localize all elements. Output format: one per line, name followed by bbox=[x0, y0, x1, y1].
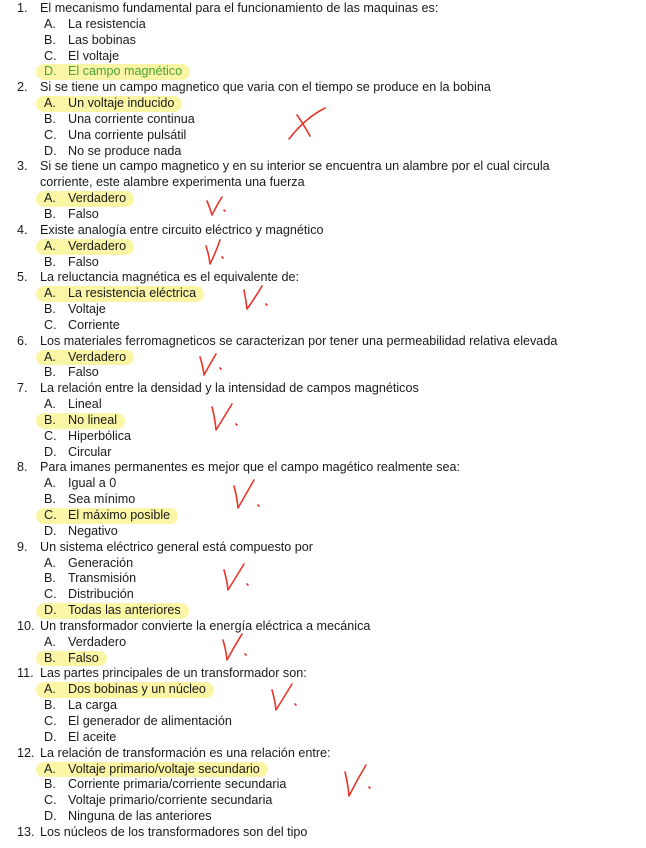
option-letter: A. bbox=[44, 286, 56, 301]
question-text: Las partes principales de un transformador son: bbox=[40, 666, 307, 681]
highlighted-answer bbox=[36, 191, 134, 207]
answer-option bbox=[0, 571, 646, 587]
answer bbox=[36, 365, 107, 381]
option-letter: B. bbox=[44, 698, 56, 713]
answer-option bbox=[0, 239, 646, 255]
option-letter: A. bbox=[44, 555, 56, 570]
option-text: Transmisión bbox=[68, 571, 137, 586]
option-text: El generador de alimentación bbox=[68, 713, 232, 728]
answer-option bbox=[0, 777, 646, 793]
option-text: No lineal bbox=[68, 412, 118, 427]
option-letter: C. bbox=[44, 428, 57, 443]
option-letter: B. bbox=[44, 412, 56, 427]
question bbox=[0, 381, 646, 397]
answer-option bbox=[0, 112, 646, 128]
option-letter: C. bbox=[44, 127, 57, 142]
option-text: Verdadero bbox=[68, 349, 127, 364]
option-text: Voltaje bbox=[68, 302, 106, 317]
option-text: Dos bobinas y un núcleo bbox=[68, 682, 206, 697]
option-text: Hiperbólica bbox=[68, 428, 131, 443]
answer-option bbox=[0, 318, 646, 334]
option-text: Todas las anteriores bbox=[68, 603, 181, 618]
answer-option bbox=[0, 651, 646, 667]
answer-option bbox=[0, 762, 646, 778]
option-text: Falso bbox=[68, 365, 99, 380]
answer-option bbox=[0, 96, 646, 112]
answer bbox=[36, 556, 141, 572]
question-text: corriente, este alambre experimenta una fuerza bbox=[40, 175, 305, 190]
highlighted-answer bbox=[36, 64, 190, 80]
answer-option bbox=[0, 286, 646, 302]
highlighted-answer bbox=[36, 413, 125, 429]
highlighted-answer bbox=[36, 682, 214, 698]
option-letter: C. bbox=[44, 793, 57, 808]
question-number: 10. bbox=[17, 618, 35, 633]
answer bbox=[36, 635, 134, 651]
question-text: Si se tiene un campo magnetico que varia con el tiempo se produce en la bobina bbox=[40, 80, 491, 95]
option-letter: D. bbox=[44, 603, 57, 618]
option-letter: B. bbox=[44, 302, 56, 317]
option-text: Igual a 0 bbox=[68, 476, 117, 491]
answer bbox=[36, 793, 280, 809]
answer-option bbox=[0, 64, 646, 80]
answer-option bbox=[0, 33, 646, 49]
option-text: Un voltaje inducido bbox=[68, 96, 175, 111]
option-letter: C. bbox=[44, 587, 57, 602]
option-letter: B. bbox=[44, 111, 56, 126]
answer-option bbox=[0, 508, 646, 524]
option-letter: B. bbox=[44, 777, 56, 792]
option-letter: B. bbox=[44, 650, 56, 665]
question-text: La relación de transformación es una relación entre: bbox=[40, 745, 331, 760]
question bbox=[0, 270, 646, 286]
option-text: El aceite bbox=[68, 729, 117, 744]
answer-option bbox=[0, 524, 646, 540]
answer bbox=[36, 128, 194, 144]
option-letter: D. bbox=[44, 64, 57, 79]
option-letter: B. bbox=[44, 254, 56, 269]
option-text: El campo magnético bbox=[68, 64, 183, 79]
question bbox=[0, 540, 646, 556]
option-letter: C. bbox=[44, 713, 57, 728]
option-text: La carga bbox=[68, 698, 118, 713]
question-number: 4. bbox=[17, 222, 28, 237]
highlighted-answer bbox=[36, 286, 204, 302]
answer-option bbox=[0, 603, 646, 619]
option-text: Falso bbox=[68, 254, 99, 269]
question bbox=[0, 746, 646, 762]
answer bbox=[36, 571, 144, 587]
option-text: Corriente primaria/corriente secundaria bbox=[68, 777, 287, 792]
option-text: Negativo bbox=[68, 523, 118, 538]
question-number: 3. bbox=[17, 159, 28, 174]
option-letter: A. bbox=[44, 682, 56, 697]
answer bbox=[36, 587, 142, 603]
option-text: Lineal bbox=[68, 397, 102, 412]
option-letter: B. bbox=[44, 365, 56, 380]
answer-option bbox=[0, 793, 646, 809]
option-text: Voltaje primario/corriente secundaria bbox=[68, 793, 273, 808]
option-text: Una corriente continua bbox=[68, 111, 195, 126]
answer-option bbox=[0, 476, 646, 492]
answer-option bbox=[0, 714, 646, 730]
highlighted-answer bbox=[36, 762, 268, 778]
question-text: Para imanes permanentes es mejor que el campo magético realmente sea: bbox=[40, 460, 461, 475]
option-text: Falso bbox=[68, 650, 99, 665]
question-text: Los materiales ferromagneticos se caracterizan por tener una permeabilidad relativa elevada bbox=[40, 333, 558, 348]
answer bbox=[36, 318, 128, 334]
option-text: Distribución bbox=[68, 587, 134, 602]
answer-option bbox=[0, 698, 646, 714]
answer-option bbox=[0, 350, 646, 366]
option-letter: B. bbox=[44, 32, 56, 47]
option-text: Voltaje primario/voltaje secundario bbox=[68, 761, 260, 776]
answer-option bbox=[0, 191, 646, 207]
answer-option bbox=[0, 809, 646, 825]
option-text: Las bobinas bbox=[68, 32, 136, 47]
answer bbox=[36, 809, 220, 825]
option-text: Sea mínimo bbox=[68, 492, 136, 507]
question-text: Un transformador convierte la energía eléctrica a mecánica bbox=[40, 618, 371, 633]
answer-option bbox=[0, 49, 646, 65]
option-letter: B. bbox=[44, 206, 56, 221]
option-letter: A. bbox=[44, 191, 56, 206]
answer-option bbox=[0, 556, 646, 572]
answer bbox=[36, 429, 139, 445]
option-text: La resistencia eléctrica bbox=[68, 286, 197, 301]
question-number: 7. bbox=[17, 381, 28, 396]
question bbox=[0, 80, 646, 96]
question bbox=[0, 1, 646, 17]
answer-option bbox=[0, 207, 646, 223]
answer-option bbox=[0, 17, 646, 33]
question bbox=[0, 334, 646, 350]
answer bbox=[36, 476, 124, 492]
option-text: Falso bbox=[68, 206, 99, 221]
option-text: Verdadero bbox=[68, 238, 127, 253]
question-number: 1. bbox=[17, 1, 28, 15]
answer-option bbox=[0, 587, 646, 603]
answer-option bbox=[0, 397, 646, 413]
option-letter: A. bbox=[44, 476, 56, 491]
option-letter: B. bbox=[44, 492, 56, 507]
answer bbox=[36, 207, 107, 223]
question-continuation bbox=[0, 175, 646, 191]
option-letter: A. bbox=[44, 238, 56, 253]
answer bbox=[36, 302, 114, 318]
answer bbox=[36, 33, 144, 49]
question-text: Existe analogía entre circuito eléctrico y magnético bbox=[40, 222, 324, 237]
option-letter: C. bbox=[44, 317, 57, 332]
option-letter: B. bbox=[44, 571, 56, 586]
highlighted-answer bbox=[36, 603, 189, 619]
answer-option bbox=[0, 682, 646, 698]
question-text: La relación entre la densidad y la intensidad de campos magnéticos bbox=[40, 381, 419, 396]
question-text: Los núcleos de los transformadores son del tipo bbox=[40, 824, 308, 839]
option-text: Verdadero bbox=[68, 191, 127, 206]
option-text: El máximo posible bbox=[68, 508, 171, 522]
answer bbox=[36, 492, 143, 508]
answer bbox=[36, 17, 154, 33]
option-letter: D. bbox=[44, 143, 57, 158]
answer-option bbox=[0, 413, 646, 429]
option-text: Circular bbox=[68, 444, 112, 459]
option-letter: A. bbox=[44, 397, 56, 412]
answer bbox=[36, 144, 189, 160]
answer-option bbox=[0, 365, 646, 381]
option-text: Corriente bbox=[68, 317, 120, 332]
question-number: 12. bbox=[17, 745, 35, 760]
question-number: 11. bbox=[17, 666, 34, 681]
answer bbox=[36, 445, 119, 461]
answer-option bbox=[0, 492, 646, 508]
answer bbox=[36, 49, 127, 65]
option-text: No se produce nada bbox=[68, 143, 182, 158]
answer bbox=[36, 777, 294, 793]
option-letter: A. bbox=[44, 349, 56, 364]
answer-option bbox=[0, 255, 646, 271]
question-number: 13. bbox=[17, 824, 35, 839]
answer bbox=[36, 714, 240, 730]
option-text: Verdadero bbox=[68, 634, 127, 649]
highlighted-answer bbox=[36, 350, 134, 366]
option-letter: D. bbox=[44, 729, 57, 744]
option-letter: C. bbox=[44, 48, 57, 63]
answer bbox=[36, 698, 125, 714]
highlighted-answer bbox=[36, 239, 134, 255]
option-text: Una corriente pulsátil bbox=[68, 127, 187, 142]
option-text: El voltaje bbox=[68, 48, 120, 63]
option-text: Generación bbox=[68, 555, 134, 570]
question-text: La reluctancia magnética es el equivalente de: bbox=[40, 270, 300, 285]
question-number: 8. bbox=[17, 460, 28, 475]
option-letter: D. bbox=[44, 444, 57, 459]
answer-option bbox=[0, 445, 646, 461]
answer bbox=[36, 730, 124, 746]
answer-option bbox=[0, 730, 646, 746]
option-letter: A. bbox=[44, 761, 56, 776]
question bbox=[0, 460, 646, 476]
question-number: 6. bbox=[17, 333, 28, 348]
option-text: La resistencia bbox=[68, 16, 146, 31]
answer-option bbox=[0, 302, 646, 318]
highlighted-answer bbox=[36, 651, 107, 667]
highlighted-answer bbox=[36, 96, 182, 112]
option-text: Ninguna de las anteriores bbox=[68, 809, 212, 824]
question bbox=[0, 825, 646, 841]
answer bbox=[36, 524, 126, 540]
question-number: 2. bbox=[17, 80, 28, 95]
answer bbox=[36, 255, 107, 271]
question-text: Si se tiene un campo magnetico y en su interior se encuentra un alambre por el cual circula bbox=[40, 159, 550, 174]
answer-option bbox=[0, 635, 646, 651]
answer bbox=[36, 112, 203, 128]
question bbox=[0, 666, 646, 682]
question bbox=[0, 223, 646, 239]
question-text: Un sistema eléctrico general está compuesto por bbox=[40, 539, 313, 554]
answer-option bbox=[0, 128, 646, 144]
answer-option bbox=[0, 144, 646, 160]
option-letter: C. bbox=[44, 508, 57, 522]
question bbox=[0, 619, 646, 635]
option-letter: A. bbox=[44, 634, 56, 649]
question-text: El mecanismo fundamental para el funcionamiento de las maquinas es: bbox=[40, 1, 439, 15]
answer-option bbox=[0, 429, 646, 445]
option-letter: D. bbox=[44, 523, 57, 538]
answer bbox=[36, 397, 110, 413]
option-letter: A. bbox=[44, 16, 56, 31]
option-letter: A. bbox=[44, 96, 56, 111]
highlighted-answer bbox=[36, 508, 178, 524]
quiz-document bbox=[0, 1, 646, 841]
question bbox=[0, 159, 646, 175]
question-number: 9. bbox=[17, 539, 28, 554]
question-number: 5. bbox=[17, 270, 28, 285]
option-letter: D. bbox=[44, 809, 57, 824]
